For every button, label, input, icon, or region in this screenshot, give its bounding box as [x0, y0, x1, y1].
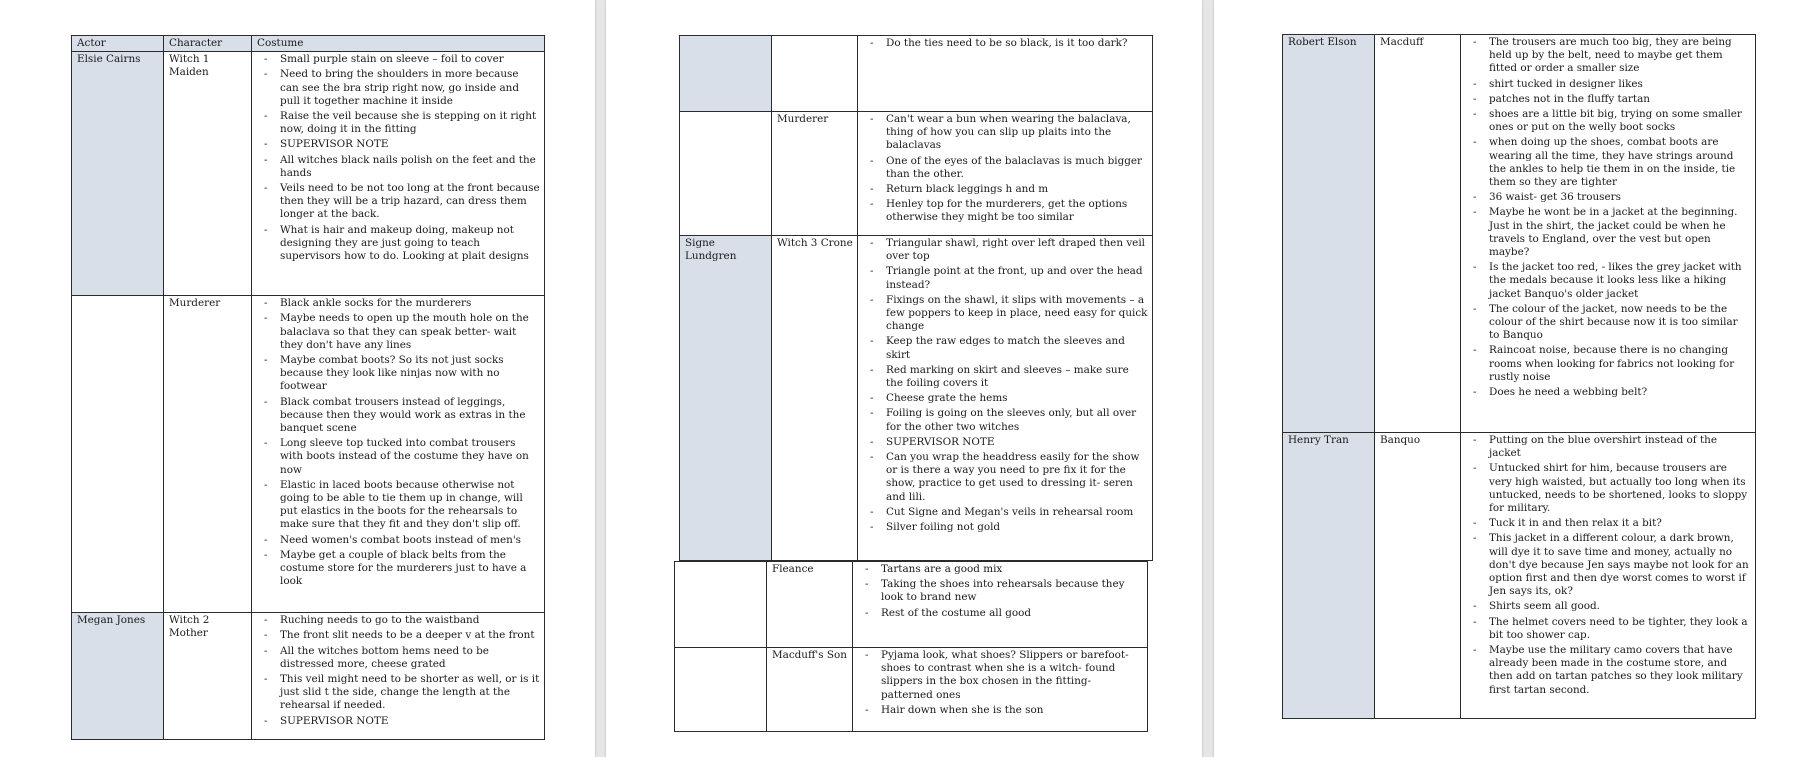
table-row [1283, 35, 1756, 433]
note-item: - Shirts seem all good. [1466, 600, 1751, 613]
note-item: - Can you wrap the headdress easily for the show or is there a way you need to pre fix it for the show, practice to get used to dressing it- seren and lili. [863, 451, 1148, 504]
note-item: - Do the ties need to be so black, is it too dark? [863, 37, 1148, 50]
costume-cell [252, 296, 545, 613]
note-item: - Veils need to be not too long at the front because then they will be a trip hazard, can dress them longer at the back. [257, 182, 540, 222]
note-item: - Maybe get a couple of black belts from the costume store for the murderers just to have a look [257, 549, 540, 589]
note-item: - All witches black nails polish on the feet and the hands [257, 154, 540, 180]
costume-cell [858, 236, 1153, 561]
note-item: - Maybe he wont be in a jacket at the beginning. Just in the shirt, the jacket could be when he travels to England, over the vest but open maybe? [1466, 206, 1751, 259]
note-item: - Rest of the costume all good [858, 607, 1143, 620]
note-item: - The front slit needs to be a deeper v at the front [257, 629, 540, 642]
character-column-header: Character [164, 36, 252, 52]
actor-cell [72, 296, 164, 613]
note-item: - Return black leggings h and m [863, 183, 1148, 196]
costume-notes-list [863, 113, 1148, 225]
costume-notes-table [1282, 34, 1756, 719]
note-item: - This jacket in a different colour, a dark brown, will dye it to save time and money, actually no don't dye because Jen says maybe not look for an option first and then dye worst comes to worst if Jen says its, ok? [1466, 532, 1751, 598]
table-row [72, 52, 545, 296]
note-item: - Need women's combat boots instead of men's [257, 534, 540, 547]
note-item: - Cheese grate the hems [863, 392, 1148, 405]
note-item: - Foiling is going on the sleeves only, but all over for the other two witches [863, 407, 1148, 433]
costume-notes-table [71, 35, 545, 740]
note-item: - Triangular shawl, right over left draped then veil over top [863, 237, 1148, 263]
costume-notes-list [257, 297, 540, 588]
costume-notes-list [257, 53, 540, 263]
note-item: - Small purple stain on sleeve – foil to cover [257, 53, 540, 66]
actor-cell: Robert Elson [1283, 35, 1375, 433]
table-header-row [72, 36, 545, 52]
character-cell: Banquo [1375, 433, 1461, 719]
character-cell: Murderer [164, 296, 252, 613]
note-item: - when doing up the shoes, combat boots are wearing all the time, they have strings around the ankles to help tie them in on the inside, tie them so they are tighter [1466, 136, 1751, 189]
note-item: - The helmet covers need to be tighter, they look a bit too shower cap. [1466, 616, 1751, 642]
character-cell: Macduff's Son [767, 648, 853, 732]
costume-cell [1461, 35, 1756, 433]
table-row [1283, 433, 1756, 719]
note-item: - The colour of the jacket, now needs to be the colour of the shirt because now it is too similar to Banquo [1466, 303, 1751, 343]
table-row [72, 296, 545, 613]
note-item: - Maybe use the military camo covers that have already been made in the costume store, and then add on tartan patches so they look military first tartan second. [1466, 644, 1751, 697]
note-item: - Does he need a webbing belt? [1466, 386, 1751, 399]
costume-column-header: Costume [252, 36, 545, 52]
note-item: - Can't wear a bun when wearing the balaclava, thing of how you can slip up plaits into the balaclavas [863, 113, 1148, 153]
note-item: - SUPERVISOR NOTE [257, 138, 540, 151]
actor-cell [675, 562, 767, 648]
note-item: - Hair down when she is the son [858, 704, 1143, 717]
note-item: - Need to bring the shoulders in more because can see the bra strip right now, go inside and pull it together machine it inside [257, 68, 540, 108]
costume-cell [853, 648, 1148, 732]
note-item: - Black ankle socks for the murderers [257, 297, 540, 310]
character-cell: Witch 2 Mother [164, 613, 252, 740]
note-item: - Is the jacket too red, - likes the grey jacket with the medals because it looks less like a hiking jacket Banquo's older jacket [1466, 261, 1751, 301]
costume-notes-list [858, 649, 1143, 717]
table-row [72, 613, 545, 740]
note-item: - Keep the raw edges to match the sleeves and skirt [863, 335, 1148, 361]
note-item: - Tuck it in and then relax it a bit? [1466, 517, 1751, 530]
note-item: - All the witches bottom hems need to be distressed more, cheese grated [257, 645, 540, 671]
note-item: - Raise the veil because she is stepping on it right now, doing it in the fitting [257, 110, 540, 136]
note-item: - shoes are a little bit big, trying on some smaller ones or put on the welly boot socks [1466, 108, 1751, 134]
character-cell: Fleance [767, 562, 853, 648]
costume-cell [858, 36, 1153, 112]
note-item: - Maybe needs to open up the mouth hole on the balaclava so that they can speak better- wait they don't have any lines [257, 312, 540, 352]
note-item: - Untucked shirt for him, because trousers are very high waisted, but actually too long when its untucked, needs to be shortened, looks to sloppy for military. [1466, 462, 1751, 515]
note-item: - This veil might need to be shorter as well, or is it just slid t the side, change the length at the rehearsal if needed. [257, 673, 540, 713]
note-item: - What is hair and makeup doing, makeup not designing they are just going to teach supervisors how to do. Looking at plait designs [257, 224, 540, 264]
costume-cell [1461, 433, 1756, 719]
costume-notes-list [257, 614, 540, 728]
character-cell: Macduff [1375, 35, 1461, 433]
actor-cell [675, 648, 767, 732]
costume-cell [853, 562, 1148, 648]
note-item: - Pyjama look, what shoes? Slippers or barefoot- shoes to contrast when she is a witch- found slippers in the box chosen in the fitting- patterned ones [858, 649, 1143, 702]
document-page-1 [0, 0, 595, 757]
note-item: - Black combat trousers instead of leggings, because then they would work as extras in the banquet scene [257, 396, 540, 436]
note-item: - Taking the shoes into rehearsals because they look to brand new [858, 578, 1143, 604]
note-item: - Silver foiling not gold [863, 521, 1148, 534]
costume-notes-table [679, 35, 1153, 561]
note-item: - Tartans are a good mix [858, 563, 1143, 576]
note-item: - Triangle point at the front, up and over the head instead? [863, 265, 1148, 291]
costume-notes-list [858, 563, 1143, 620]
note-item: - Red marking on skirt and sleeves – make sure the foiling covers it [863, 364, 1148, 390]
note-item: - 36 waist- get 36 trousers [1466, 191, 1751, 204]
document-page-3 [1214, 0, 1809, 757]
note-item: - Ruching needs to go to the waistband [257, 614, 540, 627]
actor-cell [680, 112, 772, 236]
character-cell: Murderer [772, 112, 858, 236]
costume-cell [858, 112, 1153, 236]
table-row [675, 562, 1148, 648]
character-cell: Witch 3 Crone [772, 236, 858, 561]
table-row [680, 112, 1153, 236]
note-item: - One of the eyes of the balaclavas is much bigger than the other. [863, 155, 1148, 181]
actor-cell: Henry Tran [1283, 433, 1375, 719]
note-item: - SUPERVISOR NOTE [863, 436, 1148, 449]
table-row [680, 36, 1153, 112]
table-row [680, 236, 1153, 561]
character-cell [772, 36, 858, 112]
costume-notes-list [863, 237, 1148, 534]
note-item: - Maybe combat boots? So its not just socks because they look like ninjas now with no footwear [257, 354, 540, 394]
note-item: - The trousers are much too big, they are being held up by the belt, need to maybe get them fitted or order a smaller size [1466, 36, 1751, 76]
actor-cell: Elsie Cairns [72, 52, 164, 296]
table-row [675, 648, 1148, 732]
note-item: - SUPERVISOR NOTE [257, 715, 540, 728]
note-item: - patches not in the fluffy tartan [1466, 93, 1751, 106]
costume-notes-table-continued [674, 561, 1148, 732]
actor-cell [680, 36, 772, 112]
actor-column-header: Actor [72, 36, 164, 52]
costume-cell [252, 613, 545, 740]
document-page-2 [606, 0, 1202, 757]
note-item: - Fixings on the shawl, it slips with movements – a few poppers to keep in place, need easy for quick change [863, 294, 1148, 334]
note-item: - Cut Signe and Megan's veils in rehearsal room [863, 506, 1148, 519]
note-item: - Long sleeve top tucked into combat trousers with boots instead of the costume they have on now [257, 437, 540, 477]
costume-notes-list [863, 37, 1148, 50]
actor-cell: Signe Lundgren [680, 236, 772, 561]
character-cell: Witch 1 Maiden [164, 52, 252, 296]
note-item: - shirt tucked in designer likes [1466, 78, 1751, 91]
note-item: - Henley top for the murderers, get the options otherwise they might be too similar [863, 198, 1148, 224]
costume-notes-list [1466, 36, 1751, 399]
costume-cell [252, 52, 545, 296]
note-item: - Raincoat noise, because there is no changing rooms when looking for fabrics not looking for rustly noise [1466, 344, 1751, 384]
costume-notes-list [1466, 434, 1751, 697]
note-item: - Putting on the blue overshirt instead of the jacket [1466, 434, 1751, 460]
actor-cell: Megan Jones [72, 613, 164, 740]
note-item: - Elastic in laced boots because otherwise not going to be able to tie them up in change, will put elastics in the boots for the rehearsals to make sure that they fit and they don't slip off. [257, 479, 540, 532]
